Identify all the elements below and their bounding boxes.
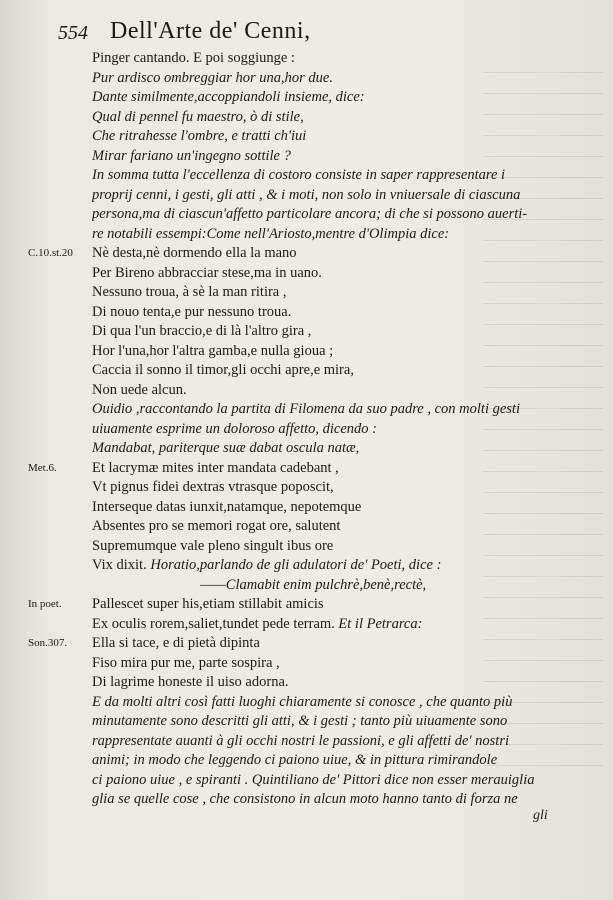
text-line xyxy=(92,205,570,225)
line-text: Absentes pro se memori rogat ore, salutent xyxy=(92,518,341,534)
line-text: In somma tutta l'eccellenza di costoro consiste in saper rappresentare i xyxy=(92,167,506,183)
line-text: animi; in modo che leggendo ci paiono uiue, & in pittura rimirandole xyxy=(92,752,498,768)
line-text: ci paiono uiue , e spiranti . Quintiliano de' Pittori dice non esser merauiglia xyxy=(92,771,535,788)
line-text: Mandabat, pariterque suæ dabat oscula natæ, xyxy=(92,440,360,456)
line-text: proprij cenni, i gesti, gli atti , & i moti, non solo in vniuersale di ciascuna xyxy=(92,186,521,203)
text-line xyxy=(92,673,570,693)
text-line xyxy=(92,225,570,245)
margin-note: Son.307. xyxy=(28,637,68,649)
text-line xyxy=(92,88,570,108)
line-text: Non uede alcun. xyxy=(92,381,187,398)
line-text: persona,ma di ciascun'affetto particolare ancora; di che si possono auerti- xyxy=(92,206,528,222)
text-line xyxy=(92,537,570,557)
text-line xyxy=(92,264,570,284)
text-line xyxy=(92,732,570,752)
line-text: Fiso mira pur me, parte sospira , xyxy=(92,654,280,671)
line-text: Et lacrymæ mites inter mandata cadebant , xyxy=(92,459,339,476)
text-line xyxy=(92,478,570,498)
text-line xyxy=(92,615,570,635)
text-line xyxy=(92,576,570,596)
text-line xyxy=(92,147,570,167)
text-line xyxy=(92,361,570,381)
line-text: Pinger cantando. E poi soggiunge : xyxy=(92,50,295,66)
line-text: Per Bireno abbracciar stese,ma in uano. xyxy=(92,264,322,281)
line-text: glia se quelle cose , che consistono in alcun moto hanno tanto di forza ne xyxy=(92,791,518,807)
line-text: Interseque datas iunxit,natamque, nepotemque xyxy=(92,498,362,515)
text-line xyxy=(92,342,570,362)
line-text: Dante similmente,accoppiandoli insieme, dice: xyxy=(92,89,365,105)
line-text: Ouidio ,raccontando la partita di Filomena da suo padre , con molti gesti xyxy=(92,401,520,417)
line-text: re notabili essempi:Come nell'Ariosto,mentre d'Olimpia dice: xyxy=(92,225,450,242)
catchword: gli xyxy=(533,808,548,823)
line-text: Di qua l'un braccio,e di là l'altro gira , xyxy=(92,323,312,339)
line-text: Hor l'una,hor l'altra gamba,e nulla gioua ; xyxy=(92,342,334,359)
line-text: Vt pignus fidei dextras vtrasque poposcit, xyxy=(92,479,334,495)
line-text: Pur ardisco ombreggiar hor una,hor due. xyxy=(92,69,333,86)
line-text-continuation: Et il Petrarca: xyxy=(334,615,423,632)
line-text: Ex oculis rorem,saliet,tundet pede terram. xyxy=(92,615,335,632)
text-line xyxy=(92,556,570,576)
text-line xyxy=(92,322,570,342)
page-header xyxy=(58,16,578,50)
line-text: Qual di pennel fu maestro, ò di stile, xyxy=(92,108,304,125)
line-text: Vix dixit. xyxy=(92,557,147,573)
text-line xyxy=(92,166,570,186)
page-number: 554 xyxy=(58,22,88,44)
text-line xyxy=(92,459,570,479)
line-text: Mirar fariano un'ingegno sottile ? xyxy=(92,147,291,164)
line-text: Caccia il sonno il timor,gli occhi apre,e mira, xyxy=(92,362,354,378)
text-line xyxy=(92,186,570,206)
line-text: Nessuno troua, à sè la man ritira , xyxy=(92,284,287,300)
text-line xyxy=(92,634,570,654)
margin-notes xyxy=(0,49,90,809)
line-text: rappresentate auanti à gli occhi nostri le passioni, e gli affetti de' nostri xyxy=(92,732,509,749)
margin-note: In poet. xyxy=(28,598,62,610)
text-line xyxy=(92,517,570,537)
text-line xyxy=(92,49,570,69)
text-line xyxy=(92,400,570,420)
text-line xyxy=(92,381,570,401)
line-text: Di lagrime honeste il uiso adorna. xyxy=(92,674,289,690)
line-text: ——Clamabit enim pulchrè,benè,rectè, xyxy=(200,576,427,593)
text-line xyxy=(92,127,570,147)
text-line xyxy=(92,771,570,791)
line-text: Nè desta,nè dormendo ella la mano xyxy=(92,245,297,261)
line-text: Che ritrahesse l'ombre, e tratti ch'iui xyxy=(92,128,307,144)
text-line xyxy=(92,751,570,771)
text-line xyxy=(92,283,570,303)
text-line xyxy=(92,244,570,264)
text-line xyxy=(92,439,570,459)
text-line xyxy=(92,108,570,128)
line-text: Ella si tace, e di pietà dipinta xyxy=(92,635,260,651)
body-text xyxy=(92,49,570,810)
line-text: uiuamente esprime un doloroso affetto, dicendo : xyxy=(92,420,377,437)
text-line xyxy=(92,790,570,810)
running-head: Dell'Arte de' Cenni, xyxy=(110,18,311,44)
text-line xyxy=(92,69,570,89)
text-line xyxy=(92,595,570,615)
margin-note: C.10.st.20 xyxy=(28,247,73,259)
text-line xyxy=(92,654,570,674)
text-line xyxy=(92,498,570,518)
line-text: minutamente sono descritti gli atti, & i gesti ; tanto più uiuamente sono xyxy=(92,713,508,729)
line-text: Pallescet super his,etiam stillabit amicis xyxy=(92,596,324,612)
text-line xyxy=(92,712,570,732)
margin-note: Met.6. xyxy=(28,461,57,474)
text-line xyxy=(92,693,570,713)
line-text: E da molti altri così fatti luoghi chiaramente si conosce , che quanto più xyxy=(92,693,513,710)
line-text: Di nouo tenta,e pur nessuno troua. xyxy=(92,303,292,320)
text-line xyxy=(92,420,570,440)
text-line xyxy=(92,303,570,323)
line-text: Supremumque vale pleno singult ibus ore xyxy=(92,537,334,554)
line-text-continuation: Horatio,parlando de gli adulatori de' Poeti, dice : xyxy=(146,557,442,573)
